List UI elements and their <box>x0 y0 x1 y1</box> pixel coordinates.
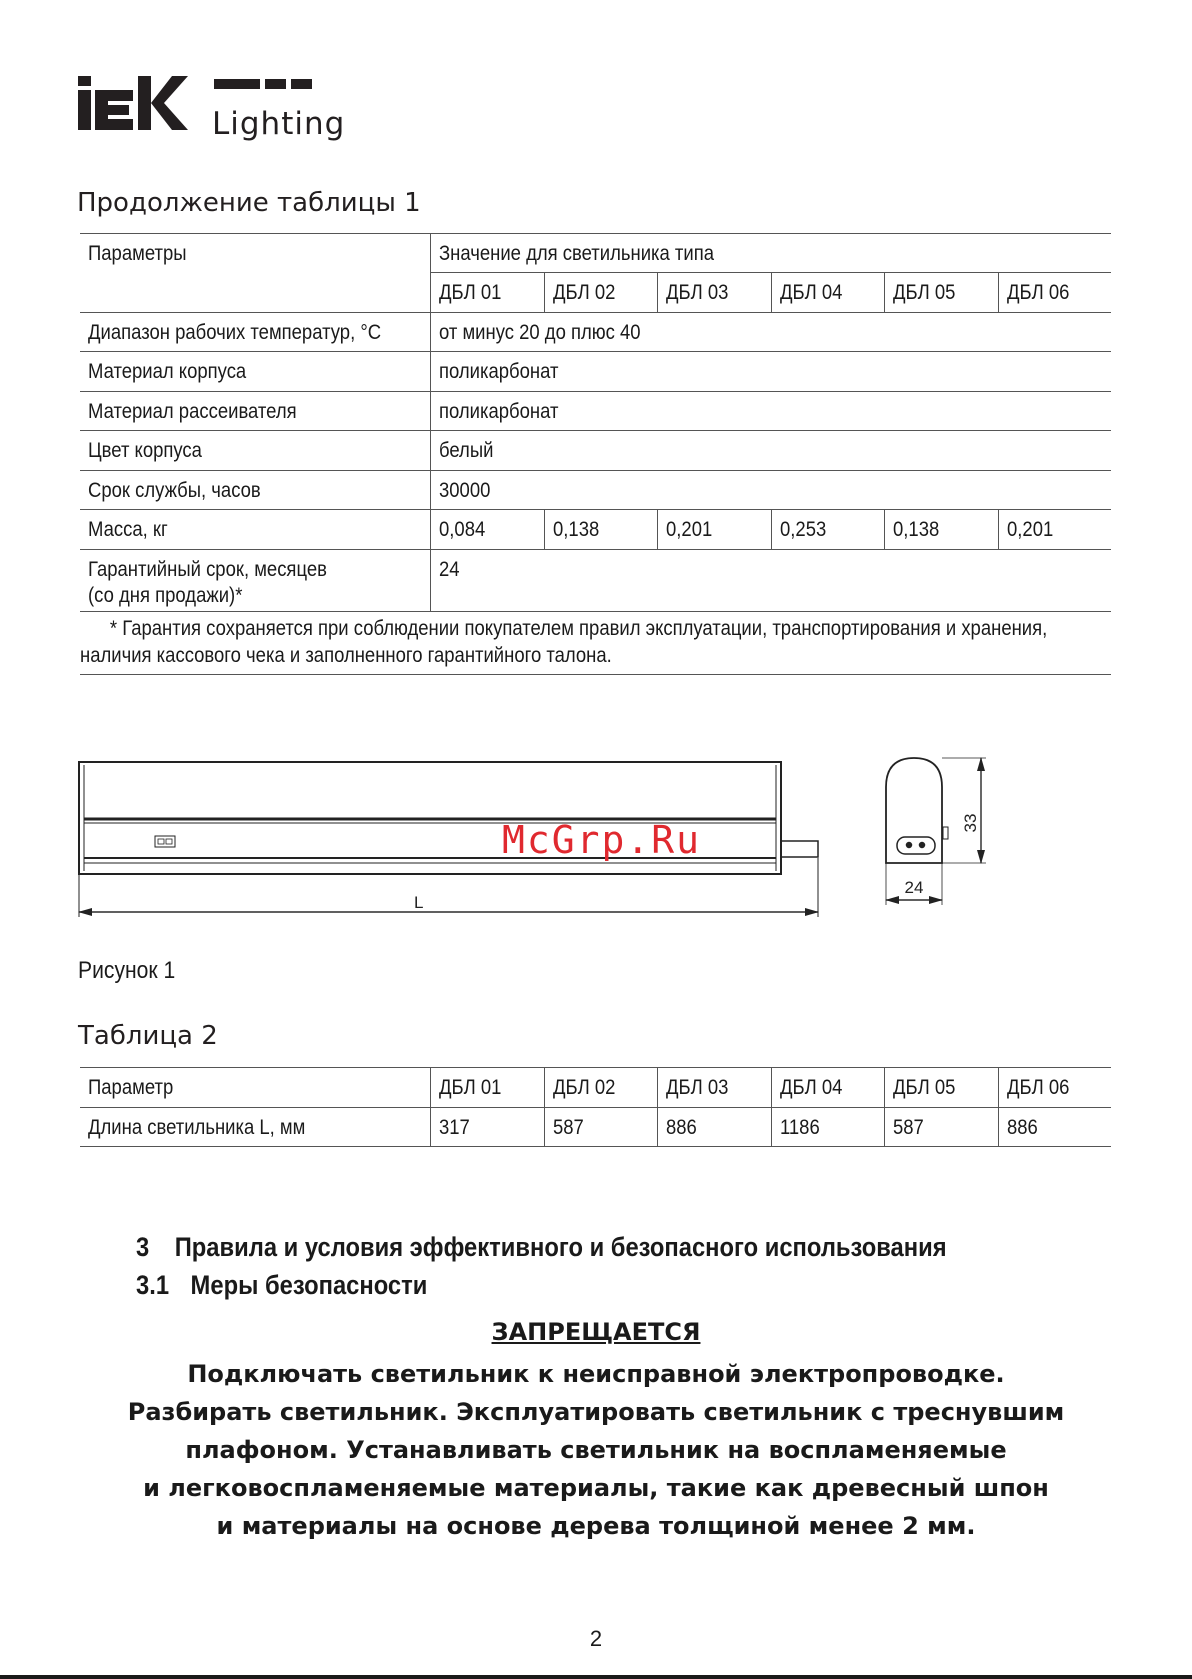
watermark: McGrp.Ru <box>502 818 702 862</box>
table2-caption: Таблица 2 <box>78 1021 218 1051</box>
length-value: 1186 <box>771 1108 884 1147</box>
warning-heading: ЗАПРЕЩАЕТСЯ <box>491 1318 701 1346</box>
subsection-heading: 3.1 Меры безопасности <box>136 1270 428 1300</box>
iek-logo <box>78 76 346 142</box>
table1-model: ДБЛ 06 <box>998 273 1111 313</box>
warning-text <box>80 1355 1112 1545</box>
table-row <box>80 471 1111 510</box>
table2-model: ДБЛ 03 <box>657 1068 771 1108</box>
length-value: 587 <box>544 1108 657 1147</box>
table1-value-header: Значение для светильника типа <box>430 234 1111 273</box>
row-label: Диапазон рабочих температур, °С <box>80 313 430 352</box>
page-bottom-rule <box>0 1675 1192 1679</box>
table-row <box>80 1108 1111 1147</box>
row-label: Масса, кг <box>80 510 430 550</box>
table-row <box>80 550 1111 612</box>
table-row <box>80 352 1111 392</box>
section-heading: 3 Правила и условия эффективного и безопасного использования <box>136 1232 947 1262</box>
mass-value: 0,253 <box>771 510 884 550</box>
row-value: поликарбонат <box>430 352 1111 392</box>
table2-model: ДБЛ 05 <box>884 1068 998 1108</box>
table-row <box>80 313 1111 352</box>
warning-line: плафоном. Устанавливать светильник на воспламеняемые <box>185 1436 1007 1464</box>
table2-model: ДБЛ 02 <box>544 1068 657 1108</box>
footnote-divider <box>80 674 1111 675</box>
row-label: Гарантийный срок, месяцев (со дня продажи)* <box>80 550 430 612</box>
table-row <box>80 431 1111 471</box>
table1-model: ДБЛ 04 <box>771 273 884 313</box>
table2-param-header: Параметр <box>80 1068 430 1108</box>
row-value: белый <box>430 431 1111 471</box>
warning-line: Подключать светильник к неисправной электропроводке. <box>187 1360 1005 1388</box>
row-value: 30000 <box>430 471 1111 510</box>
row-label: Материал корпуса <box>80 352 430 392</box>
table1-caption: Продолжение таблицы 1 <box>77 188 421 218</box>
width-dimension: 24 <box>904 878 924 897</box>
warning-line: и материалы на основе дерева толщиной менее 2 мм. <box>216 1512 976 1540</box>
row-label: Длина светильника L, мм <box>80 1108 430 1147</box>
table-row <box>80 510 1111 550</box>
row-value: от минус 20 до плюс 40 <box>430 313 1111 352</box>
row-value: 24 <box>430 550 1111 612</box>
table1-model: ДБЛ 03 <box>657 273 771 313</box>
warning-line: Разбирать светильник. Эксплуатировать светильник с треснувшим <box>127 1398 1065 1426</box>
table1-header-row <box>80 234 1111 273</box>
length-label: L <box>414 893 424 912</box>
row-label: Срок службы, часов <box>80 471 430 510</box>
table1-model: ДБЛ 02 <box>544 273 657 313</box>
length-value: 317 <box>430 1108 544 1147</box>
table-row <box>80 392 1111 431</box>
table2-model: ДБЛ 01 <box>430 1068 544 1108</box>
length-value: 587 <box>884 1108 998 1147</box>
length-value: 886 <box>998 1108 1111 1147</box>
mass-value: 0,138 <box>544 510 657 550</box>
table1-model: ДБЛ 05 <box>884 273 998 313</box>
row-value: поликарбонат <box>430 392 1111 431</box>
figure-caption: Рисунок 1 <box>78 957 176 984</box>
height-dimension: 33 <box>961 813 980 833</box>
length-value: 886 <box>657 1108 771 1147</box>
lighting-wordmark: Lighting <box>212 106 346 142</box>
table1-param-header: Параметры <box>80 234 430 313</box>
table2-model: ДБЛ 04 <box>771 1068 884 1108</box>
mass-value: 0,201 <box>657 510 771 550</box>
mass-value: 0,201 <box>998 510 1111 550</box>
side-view <box>79 762 818 917</box>
page-number: 2 <box>589 1626 603 1651</box>
warning-line: и легковоспламеняемые материалы, такие как древесный шпон <box>143 1474 1049 1502</box>
table2 <box>80 1067 1111 1147</box>
table2-header-row <box>80 1068 1111 1108</box>
table1-model: ДБЛ 01 <box>430 273 544 313</box>
mass-value: 0,084 <box>430 510 544 550</box>
mass-value: 0,138 <box>884 510 998 550</box>
table1 <box>80 233 1111 612</box>
table2-model: ДБЛ 06 <box>998 1068 1111 1108</box>
row-label: Материал рассеивателя <box>80 392 430 431</box>
warranty-footnote: * Гарантия сохраняется при соблюдении покупателем правил эксплуатации, транспортирования и хранения, наличия кассового чека и заполненного гарантийного талона. <box>80 617 1048 667</box>
row-label: Цвет корпуса <box>80 431 430 471</box>
